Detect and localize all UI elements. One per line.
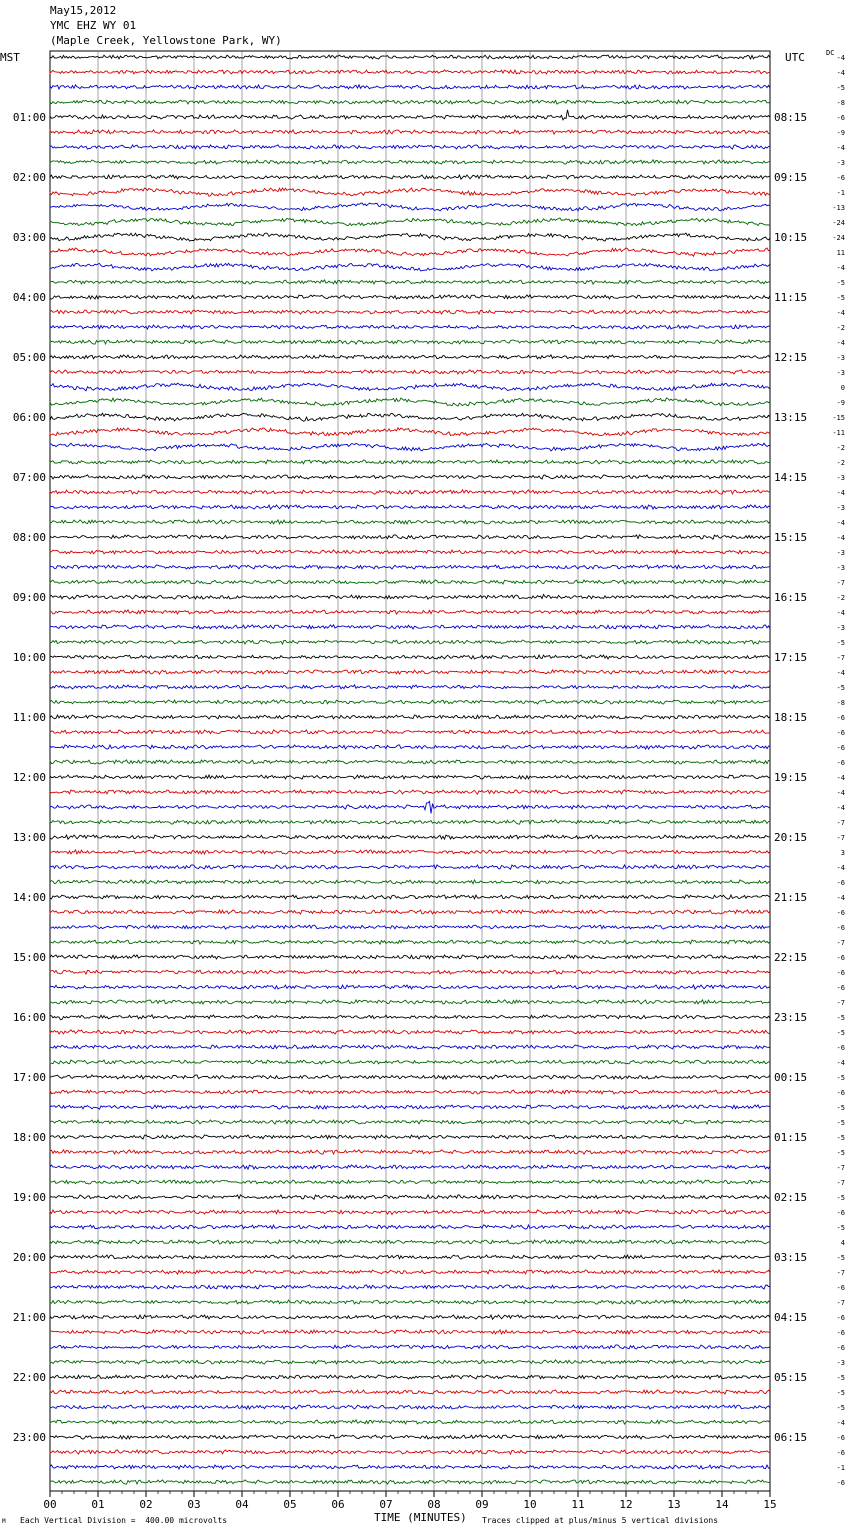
trace-line bbox=[50, 970, 770, 974]
trace-line bbox=[50, 1000, 770, 1004]
trace-line bbox=[50, 1120, 770, 1124]
dc-offset-value: -9 bbox=[836, 129, 845, 137]
trace-line bbox=[50, 263, 770, 271]
time-grid bbox=[50, 51, 770, 1491]
dc-offset-value: -4 bbox=[836, 69, 845, 77]
utc-hour-label: 20:15 bbox=[774, 831, 808, 844]
left-timezone-label: MST bbox=[0, 51, 20, 64]
trace-line bbox=[50, 1105, 770, 1109]
mst-hour-label: 19:00 bbox=[12, 1191, 46, 1204]
mst-hour-label: 06:00 bbox=[12, 411, 46, 424]
dc-offset-value: -7 bbox=[836, 1179, 845, 1187]
dc-offset-value: -6 bbox=[836, 1434, 845, 1442]
x-tick-label: 11 bbox=[571, 1498, 585, 1511]
dc-offset-value: -2 bbox=[836, 324, 845, 332]
mst-hour-label: 13:00 bbox=[12, 831, 46, 844]
dc-offset-value: -4 bbox=[836, 864, 845, 872]
trace-line bbox=[50, 535, 770, 539]
trace-line bbox=[50, 880, 770, 884]
plot-frame bbox=[50, 51, 770, 1491]
dc-offset-value: -7 bbox=[836, 939, 845, 947]
dc-offset-value: -3 bbox=[836, 354, 845, 362]
dc-offset-value: -8 bbox=[836, 99, 845, 107]
x-tick-label: 04 bbox=[235, 1498, 249, 1511]
trace-line bbox=[50, 745, 770, 749]
trace-line bbox=[50, 565, 770, 569]
trace-line bbox=[50, 443, 770, 451]
mst-hour-label: 11:00 bbox=[12, 711, 46, 724]
trace-line bbox=[50, 775, 770, 779]
trace-line bbox=[50, 670, 770, 674]
x-axis-ticks bbox=[43, 1491, 776, 1511]
date-title: May15,2012 bbox=[50, 4, 117, 17]
dc-offset-value: -4 bbox=[836, 339, 845, 347]
dc-offset-value: -24 bbox=[832, 234, 845, 242]
trace-line bbox=[50, 398, 770, 406]
scale-note: Each Vertical Division = 400.00 microvolts bbox=[20, 1516, 228, 1525]
dc-offset-value: -24 bbox=[832, 219, 845, 227]
trace-line bbox=[50, 1150, 770, 1154]
dc-offset-value: -7 bbox=[836, 819, 845, 827]
dc-offset-value: -15 bbox=[832, 414, 845, 422]
utc-hour-label: 12:15 bbox=[774, 351, 808, 364]
trace-line bbox=[50, 85, 770, 89]
dc-offset-value: -4 bbox=[836, 774, 845, 782]
mst-hour-label: 05:00 bbox=[12, 351, 46, 364]
trace-line bbox=[50, 370, 770, 374]
utc-hour-label: 23:15 bbox=[774, 1011, 808, 1024]
dc-offset-value: -3 bbox=[836, 474, 845, 482]
x-tick-label: 10 bbox=[523, 1498, 537, 1511]
dc-offset-value: -4 bbox=[836, 519, 845, 527]
mst-hour-label: 09:00 bbox=[12, 591, 46, 604]
utc-hour-label: 22:15 bbox=[774, 951, 808, 964]
trace-line bbox=[50, 955, 770, 959]
trace-line bbox=[50, 1210, 770, 1215]
trace-line bbox=[50, 1165, 770, 1169]
trace-line bbox=[50, 625, 770, 629]
dc-offset-value: -5 bbox=[836, 294, 845, 302]
mst-hour-label: 08:00 bbox=[12, 531, 46, 544]
trace-line bbox=[50, 428, 770, 436]
trace-line bbox=[50, 248, 770, 256]
trace-line bbox=[50, 1405, 770, 1409]
dc-offset-value: -5 bbox=[836, 1404, 845, 1412]
trace-line bbox=[50, 715, 770, 719]
dc-offset-value: -6 bbox=[836, 1344, 845, 1352]
trace-line bbox=[50, 160, 770, 164]
trace-line bbox=[50, 1420, 770, 1424]
dc-offset-value: -6 bbox=[836, 114, 845, 122]
dc-offset-value: -3 bbox=[836, 369, 845, 377]
utc-hour-label: 13:15 bbox=[774, 411, 808, 424]
dc-offset-value: -3 bbox=[836, 564, 845, 572]
trace-line bbox=[50, 1180, 770, 1184]
dc-offset-value: -5 bbox=[836, 84, 845, 92]
trace-line bbox=[50, 1030, 770, 1034]
trace-line bbox=[50, 505, 770, 509]
dc-offset-value: -3 bbox=[836, 159, 845, 167]
mst-hour-label: 21:00 bbox=[12, 1311, 46, 1324]
dc-offset-value: -6 bbox=[836, 1044, 845, 1052]
mst-hour-label: 15:00 bbox=[12, 951, 46, 964]
trace-line bbox=[50, 610, 770, 614]
trace-line bbox=[50, 110, 770, 120]
trace-line bbox=[50, 1060, 770, 1064]
x-tick-label: 12 bbox=[619, 1498, 633, 1511]
mst-hour-label: 07:00 bbox=[12, 471, 46, 484]
dc-offset-value: -4 bbox=[836, 789, 845, 797]
utc-hour-label: 05:15 bbox=[774, 1371, 808, 1384]
utc-hour-label: 09:15 bbox=[774, 171, 808, 184]
dc-offset-value: -6 bbox=[836, 759, 845, 767]
trace-line bbox=[50, 325, 770, 329]
dc-offset-value: -4 bbox=[836, 669, 845, 677]
x-tick-label: 00 bbox=[43, 1498, 57, 1511]
trace-line bbox=[50, 1465, 770, 1469]
mst-hour-label: 02:00 bbox=[12, 171, 46, 184]
trace-line bbox=[50, 1255, 770, 1259]
dc-offset-value: -2 bbox=[836, 459, 845, 467]
utc-hour-label: 21:15 bbox=[774, 891, 808, 904]
trace-line bbox=[50, 865, 770, 869]
dc-offset-value: -6 bbox=[836, 969, 845, 977]
dc-offset-value: -2 bbox=[836, 594, 845, 602]
dc-offset-value: -5 bbox=[836, 1074, 845, 1082]
dc-offset-labels bbox=[832, 54, 845, 1487]
dc-offset-value: -7 bbox=[836, 1164, 845, 1172]
dc-offset-value: -4 bbox=[836, 264, 845, 272]
trace-line bbox=[50, 203, 770, 211]
trace-line bbox=[50, 1240, 770, 1244]
utc-hour-label: 18:15 bbox=[774, 711, 808, 724]
trace-line bbox=[50, 233, 770, 241]
dc-offset-value: -5 bbox=[836, 1029, 845, 1037]
corner-mark: M bbox=[2, 1518, 6, 1525]
trace-line bbox=[50, 1075, 770, 1079]
trace-line bbox=[50, 1390, 770, 1394]
utc-hour-label: 19:15 bbox=[774, 771, 808, 784]
dc-offset-value: -13 bbox=[832, 204, 845, 212]
utc-hour-label: 17:15 bbox=[774, 651, 808, 664]
x-tick-label: 01 bbox=[91, 1498, 105, 1511]
trace-line bbox=[50, 730, 770, 734]
trace-line bbox=[50, 1225, 770, 1229]
dc-offset-value: -5 bbox=[836, 1149, 845, 1157]
dc-offset-value: -9 bbox=[836, 399, 845, 407]
mst-hour-label: 17:00 bbox=[12, 1071, 46, 1084]
trace-line bbox=[50, 295, 770, 299]
trace-line bbox=[50, 1375, 770, 1379]
dc-offset-value: -6 bbox=[836, 1314, 845, 1322]
station-title: YMC EHZ WY 01 bbox=[50, 19, 137, 32]
trace-line bbox=[50, 595, 770, 600]
utc-hour-label: 04:15 bbox=[774, 1311, 808, 1324]
x-tick-label: 06 bbox=[331, 1498, 345, 1511]
trace-line bbox=[50, 685, 770, 689]
mst-hour-label: 10:00 bbox=[12, 651, 46, 664]
trace-line bbox=[50, 940, 770, 944]
dc-offset-value: -3 bbox=[836, 1359, 845, 1367]
dc-offset-value: -3 bbox=[836, 624, 845, 632]
dc-offset-value: -6 bbox=[836, 1329, 845, 1337]
dc-offset-value: 4 bbox=[840, 1239, 845, 1247]
dc-offset-value: -7 bbox=[836, 1299, 845, 1307]
dc-offset-value: -6 bbox=[836, 984, 845, 992]
x-tick-label: 05 bbox=[283, 1498, 297, 1511]
seismic-traces bbox=[50, 55, 770, 1484]
dc-offset-value: -4 bbox=[836, 489, 845, 497]
trace-line bbox=[50, 550, 770, 554]
utc-hour-label: 01:15 bbox=[774, 1131, 808, 1144]
x-tick-label: 08 bbox=[427, 1498, 441, 1511]
trace-line bbox=[50, 130, 770, 134]
x-axis-label: TIME (MINUTES) bbox=[374, 1511, 467, 1524]
dc-offset-value: -4 bbox=[836, 1059, 845, 1067]
trace-line bbox=[50, 835, 770, 839]
location-title: (Maple Creek, Yellowstone Park, WY) bbox=[50, 34, 282, 47]
x-tick-label: 15 bbox=[763, 1498, 777, 1511]
trace-line bbox=[50, 985, 770, 989]
trace-line bbox=[50, 910, 770, 914]
x-tick-label: 03 bbox=[187, 1498, 201, 1511]
mst-hour-label: 23:00 bbox=[12, 1431, 46, 1444]
trace-line bbox=[50, 640, 770, 644]
trace-line bbox=[50, 460, 770, 464]
dc-offset-value: -4 bbox=[836, 804, 845, 812]
dc-offset-value: -4 bbox=[836, 1419, 845, 1427]
dc-offset-value: -6 bbox=[836, 909, 845, 917]
utc-hour-label: 11:15 bbox=[774, 291, 808, 304]
dc-offset-value: -1 bbox=[836, 1464, 845, 1472]
trace-line bbox=[50, 1270, 770, 1274]
dc-label: DC bbox=[826, 49, 835, 57]
dc-offset-value: -6 bbox=[836, 744, 845, 752]
x-tick-label: 07 bbox=[379, 1498, 393, 1511]
dc-offset-value: -6 bbox=[836, 1449, 845, 1457]
mst-hour-label: 20:00 bbox=[12, 1251, 46, 1264]
trace-line bbox=[50, 70, 770, 74]
mst-hour-labels bbox=[13, 111, 46, 1444]
x-tick-label: 13 bbox=[667, 1498, 681, 1511]
trace-line bbox=[50, 1015, 770, 1020]
utc-hour-label: 15:15 bbox=[774, 531, 808, 544]
trace-line bbox=[50, 340, 770, 344]
utc-hour-label: 03:15 bbox=[774, 1251, 808, 1264]
utc-hour-label: 06:15 bbox=[774, 1431, 808, 1444]
dc-offset-value: -7 bbox=[836, 999, 845, 1007]
clip-note: Traces clipped at plus/minus 5 vertical divisions bbox=[482, 1516, 719, 1525]
utc-hour-label: 08:15 bbox=[774, 111, 808, 124]
trace-line bbox=[50, 1300, 770, 1304]
trace-line bbox=[50, 188, 770, 196]
dc-offset-value: -6 bbox=[836, 879, 845, 887]
mst-hour-label: 18:00 bbox=[12, 1131, 46, 1144]
trace-line bbox=[50, 700, 770, 704]
dc-offset-value: -7 bbox=[836, 1269, 845, 1277]
utc-hour-label: 16:15 bbox=[774, 591, 808, 604]
dc-offset-value: -4 bbox=[836, 144, 845, 152]
dc-offset-value: -6 bbox=[836, 729, 845, 737]
trace-line bbox=[50, 1315, 770, 1319]
dc-offset-value: -5 bbox=[836, 1254, 845, 1262]
x-tick-label: 09 bbox=[475, 1498, 489, 1511]
trace-line bbox=[50, 475, 770, 479]
utc-hour-label: 00:15 bbox=[774, 1071, 808, 1084]
dc-offset-value: -6 bbox=[836, 1284, 845, 1292]
dc-offset-value: -5 bbox=[836, 1389, 845, 1397]
mst-hour-label: 03:00 bbox=[12, 231, 46, 244]
dc-offset-value: -5 bbox=[836, 1104, 845, 1112]
dc-offset-value: -5 bbox=[836, 1374, 845, 1382]
trace-line bbox=[50, 1435, 770, 1439]
trace-line bbox=[50, 310, 770, 314]
right-timezone-label: UTC bbox=[785, 51, 805, 64]
dc-offset-value: -6 bbox=[836, 924, 845, 932]
dc-offset-value: -7 bbox=[836, 579, 845, 587]
dc-offset-value: -11 bbox=[832, 429, 845, 437]
trace-line bbox=[50, 790, 770, 794]
trace-line bbox=[50, 355, 770, 359]
trace-line bbox=[50, 145, 770, 149]
dc-offset-value: -6 bbox=[836, 174, 845, 182]
dc-offset-value: -6 bbox=[836, 1209, 845, 1217]
utc-hour-label: 10:15 bbox=[774, 231, 808, 244]
trace-line bbox=[50, 1195, 770, 1199]
mst-hour-label: 01:00 bbox=[12, 111, 46, 124]
trace-line bbox=[50, 1360, 770, 1364]
mst-hour-label: 14:00 bbox=[12, 891, 46, 904]
mst-hour-label: 22:00 bbox=[12, 1371, 46, 1384]
trace-line bbox=[50, 580, 770, 584]
utc-hour-label: 14:15 bbox=[774, 471, 808, 484]
trace-line bbox=[50, 850, 770, 854]
mst-hour-label: 04:00 bbox=[12, 291, 46, 304]
trace-line bbox=[50, 760, 770, 764]
trace-line bbox=[50, 895, 770, 899]
trace-line bbox=[50, 820, 770, 824]
trace-line bbox=[50, 55, 770, 59]
trace-line bbox=[50, 925, 770, 929]
dc-offset-value: -5 bbox=[836, 1119, 845, 1127]
dc-offset-value: -5 bbox=[836, 684, 845, 692]
trace-line bbox=[50, 655, 770, 659]
x-tick-label: 02 bbox=[139, 1498, 153, 1511]
dc-offset-value: -5 bbox=[836, 1224, 845, 1232]
trace-line bbox=[50, 1480, 770, 1484]
trace-line bbox=[50, 1330, 770, 1334]
trace-line bbox=[50, 801, 770, 813]
dc-offset-value: -8 bbox=[836, 699, 845, 707]
dc-offset-value: -3 bbox=[836, 504, 845, 512]
trace-line bbox=[50, 413, 770, 421]
trace-line bbox=[50, 1450, 770, 1454]
dc-offset-value: 0 bbox=[840, 384, 845, 392]
dc-offset-value: 3 bbox=[840, 849, 845, 857]
dc-offset-value: -4 bbox=[836, 309, 845, 317]
dc-offset-value: -7 bbox=[836, 654, 845, 662]
trace-line bbox=[50, 280, 770, 284]
dc-offset-value: -4 bbox=[836, 609, 845, 617]
trace-line bbox=[50, 383, 770, 391]
dc-offset-value: -4 bbox=[836, 54, 845, 62]
dc-offset-value: -7 bbox=[836, 834, 845, 842]
dc-offset-value: -5 bbox=[836, 1014, 845, 1022]
trace-line bbox=[50, 1345, 770, 1349]
dc-offset-value: -2 bbox=[836, 444, 845, 452]
dc-offset-value: -5 bbox=[836, 639, 845, 647]
dc-offset-value: -5 bbox=[836, 279, 845, 287]
trace-line bbox=[50, 520, 770, 524]
trace-line bbox=[50, 1045, 770, 1049]
mst-hour-label: 12:00 bbox=[12, 771, 46, 784]
trace-line bbox=[50, 1135, 770, 1139]
dc-offset-value: -1 bbox=[836, 189, 845, 197]
dc-offset-value: -3 bbox=[836, 549, 845, 557]
utc-hour-label: 02:15 bbox=[774, 1191, 808, 1204]
dc-offset-value: -6 bbox=[836, 1479, 845, 1487]
utc-hour-labels bbox=[774, 111, 807, 1444]
trace-line bbox=[50, 490, 770, 494]
dc-offset-value: -6 bbox=[836, 714, 845, 722]
trace-line bbox=[50, 175, 770, 179]
dc-offset-value: 11 bbox=[836, 249, 845, 257]
x-tick-label: 14 bbox=[715, 1498, 729, 1511]
trace-line bbox=[50, 1090, 770, 1094]
dc-offset-value: -5 bbox=[836, 1194, 845, 1202]
dc-offset-value: -4 bbox=[836, 534, 845, 542]
mst-hour-label: 16:00 bbox=[12, 1011, 46, 1024]
dc-offset-value: -5 bbox=[836, 1134, 845, 1142]
dc-offset-value: -6 bbox=[836, 954, 845, 962]
trace-line bbox=[50, 218, 770, 226]
dc-offset-value: -6 bbox=[836, 1089, 845, 1097]
dc-offset-value: -4 bbox=[836, 894, 845, 902]
trace-line bbox=[50, 100, 770, 104]
trace-line bbox=[50, 1285, 770, 1289]
